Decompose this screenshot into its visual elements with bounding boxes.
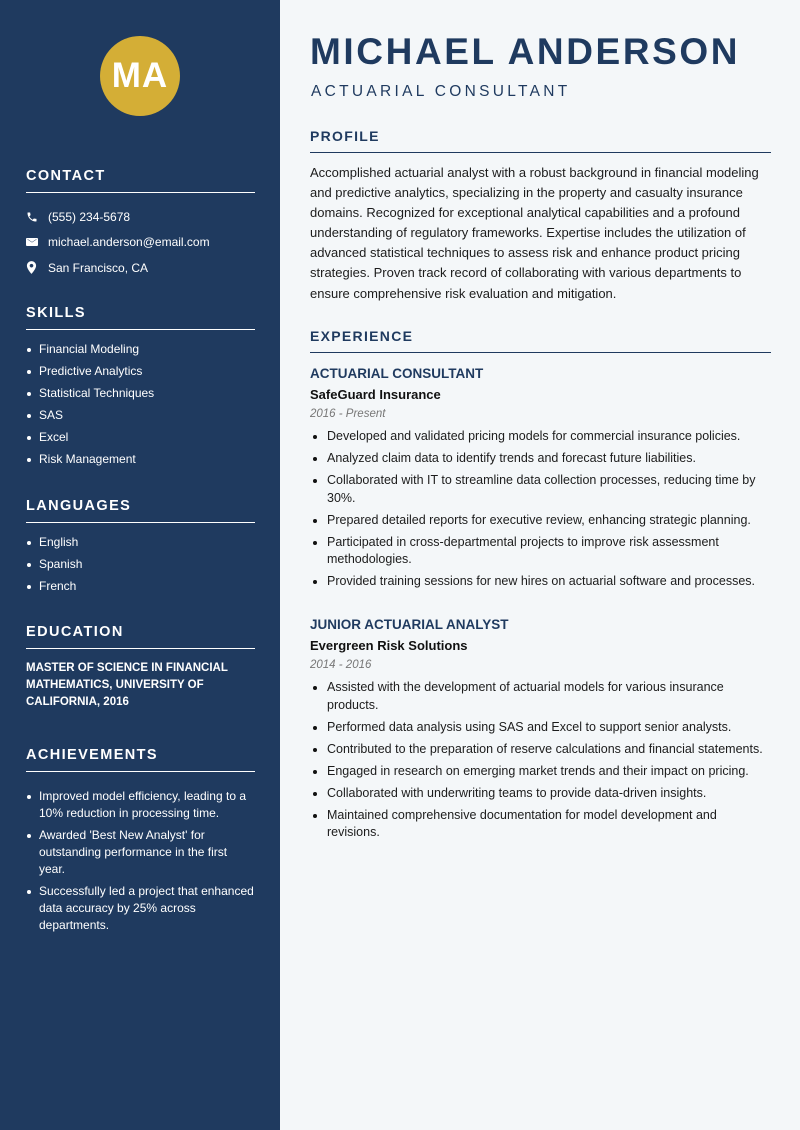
- job-dates: 2014 - 2016: [310, 659, 372, 671]
- main-content: [280, 0, 800, 1130]
- candidate-title: ACTUARIAL CONSULTANT: [311, 83, 571, 100]
- contact-location-text: San Francisco, CA: [48, 260, 149, 275]
- job-bullet: Participated in cross-departmental projects to improve risk assessment methodologies.: [310, 534, 771, 569]
- language-item: French: [26, 578, 255, 595]
- achievements-section: [26, 747, 255, 939]
- job-bullet: Contributed to the preparation of reserve calculations and financial statements.: [310, 741, 771, 759]
- job-bullet: Provided training sessions for new hires on actuarial software and processes.: [310, 573, 771, 591]
- experience-heading: EXPERIENCE: [310, 328, 771, 353]
- contact-phone-text: (555) 234-5678: [48, 209, 131, 224]
- sidebar: [0, 0, 280, 1130]
- languages-section: [26, 498, 255, 600]
- contact-section: [26, 168, 255, 281]
- contact-phone[interactable]: [26, 204, 255, 230]
- skills-section: [26, 305, 255, 473]
- job-bullet: Performed data analysis using SAS and Excel to support senior analysts.: [310, 719, 771, 737]
- skills-heading: SKILLS: [26, 305, 255, 330]
- achievement-item: Improved model efficiency, leading to a 10% reduction in processing time.: [26, 788, 255, 822]
- job-dates: 2016 - Present: [310, 408, 386, 420]
- skill-item: Excel: [26, 429, 255, 446]
- contact-email-text: michael.anderson@email.com: [48, 235, 210, 250]
- skills-list: [26, 341, 255, 468]
- achievement-item: Awarded 'Best New Analyst' for outstanding performance in the first year.: [26, 827, 255, 878]
- contact-location: [26, 255, 255, 281]
- job-bullet: Collaborated with IT to streamline data collection processes, reducing time by 30%.: [310, 472, 771, 507]
- skill-item: Statistical Techniques: [26, 385, 255, 402]
- skill-item: Predictive Analytics: [26, 363, 255, 380]
- job-title: ACTUARIAL CONSULTANT: [310, 366, 484, 381]
- profile-section: [310, 128, 771, 304]
- language-item: English: [26, 534, 255, 551]
- experience-section: [310, 328, 771, 353]
- job-title: JUNIOR ACTUARIAL ANALYST: [310, 617, 509, 632]
- company-name: SafeGuard Insurance: [310, 387, 441, 402]
- profile-text: Accomplished actuarial analyst with a robust background in financial modeling and predictive analytics, specializing in the property and casualty insurance domains. Recognized for exceptional analytical capabilities and a profound understanding of regulatory frameworks. Expertise includes the utilization of advanced statistical techniques to assess risk and enhance product pricing strategies. Proven track record of collaborating with various departments to ensure comprehensive risk evaluation and mitigation.: [310, 165, 759, 301]
- achievement-item: Successfully led a project that enhanced data accuracy by 25% across departments.: [26, 883, 255, 934]
- contact-email[interactable]: [26, 230, 255, 256]
- language-item: Spanish: [26, 556, 255, 573]
- job-bullet: Developed and validated pricing models for commercial insurance policies.: [310, 428, 771, 446]
- company-name: Evergreen Risk Solutions: [310, 638, 468, 653]
- skill-item: Financial Modeling: [26, 341, 255, 358]
- job-bullet: Engaged in research on emerging market trends and their impact on pricing.: [310, 763, 771, 781]
- skill-item: SAS: [26, 407, 255, 424]
- phone-icon: [26, 211, 48, 223]
- job-bullets: [310, 428, 771, 591]
- job-entry: [310, 617, 771, 846]
- skill-item: Risk Management: [26, 451, 255, 468]
- contact-heading: CONTACT: [26, 168, 255, 193]
- email-icon: [26, 237, 48, 247]
- profile-heading: PROFILE: [310, 128, 771, 153]
- job-bullet: Analyzed claim data to identify trends and forecast future liabilities.: [310, 450, 771, 468]
- education-degree: MASTER OF SCIENCE IN FINANCIAL MATHEMATICS, UNIVERSITY OF CALIFORNIA, 2016: [26, 662, 228, 708]
- education-heading: EDUCATION: [26, 624, 255, 649]
- job-entry: [310, 366, 771, 595]
- job-bullet: Assisted with the development of actuarial models for various insurance products.: [310, 679, 771, 714]
- candidate-name: MICHAEL ANDERSON: [310, 31, 741, 72]
- achievements-heading: ACHIEVEMENTS: [26, 747, 255, 772]
- languages-list: [26, 534, 255, 595]
- avatar: MA: [100, 36, 180, 116]
- job-bullet: Collaborated with underwriting teams to provide data-driven insights.: [310, 785, 771, 803]
- location-pin-icon: [26, 261, 48, 274]
- job-bullet: Maintained comprehensive documentation for model development and revisions.: [310, 807, 771, 842]
- education-section: [26, 624, 255, 711]
- languages-heading: LANGUAGES: [26, 498, 255, 523]
- achievements-list: [26, 788, 255, 934]
- job-bullets: [310, 679, 771, 842]
- job-bullet: Prepared detailed reports for executive review, enhancing strategic planning.: [310, 512, 771, 530]
